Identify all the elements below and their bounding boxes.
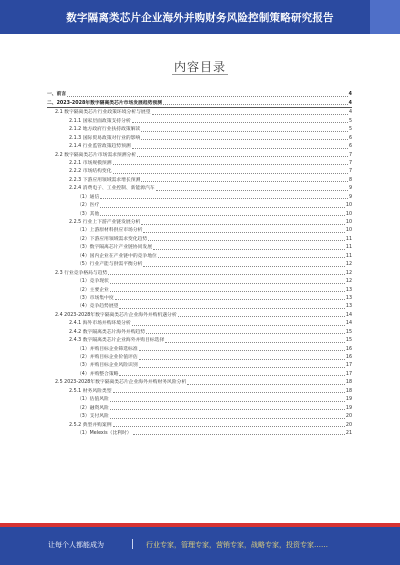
toc-entry-title: 2.4 2023-2028年数字隔离类芯片企业海外并购机遇分析: [55, 312, 177, 318]
toc-entry[interactable]: [47, 336, 352, 344]
toc-entry[interactable]: [47, 420, 352, 428]
toc-leader-dots: [163, 104, 348, 105]
toc-page-number: 21: [345, 430, 352, 436]
toc-page-number: 16: [345, 346, 352, 352]
toc-entry[interactable]: [47, 268, 352, 276]
toc-page-number: 13: [345, 287, 352, 293]
toc-leader-dots: [100, 215, 345, 216]
toc-leader-dots: [141, 139, 348, 140]
toc-entry[interactable]: [47, 142, 352, 150]
toc-entry[interactable]: [47, 302, 352, 310]
toc-leader-dots: [113, 164, 348, 165]
toc-page-number: 15: [345, 338, 352, 344]
toc-entry-title: 2.4.3 数字隔离类芯片企业海外并购目标选择: [69, 338, 165, 344]
toc-entry-title: 2.1.4 行业监管政策趋势预测: [69, 144, 131, 150]
toc-leader-dots: [132, 122, 348, 123]
toc-page-number: 20: [345, 414, 352, 420]
toc-entry-title: （1）估值风险: [77, 397, 109, 403]
toc-entry-title: 2.3 行业竞争格局与趋势: [55, 270, 108, 276]
toc-leader-dots: [143, 266, 344, 267]
toc-entry-title: 二、2023-2028年数字隔离类芯片市场发展趋势预测: [47, 100, 163, 106]
toc-entry[interactable]: [47, 116, 352, 124]
toc-entry-title: （2）下游应用领域需求变化趋势: [77, 236, 148, 242]
toc-page-number: 13: [345, 295, 352, 301]
toc-leader-dots: [141, 131, 348, 132]
heading-rule: [172, 74, 228, 75]
toc-entry[interactable]: [47, 378, 352, 386]
toc-entry-title: 2.5.2 典型并购案例: [69, 422, 112, 428]
toc-leader-dots: [132, 325, 345, 326]
footer-slogan: 让每个人都能成为: [48, 541, 104, 549]
toc-leader-dots: [148, 240, 345, 241]
footer-banner: [0, 523, 400, 565]
toc-leader-dots: [137, 156, 348, 157]
toc-entry[interactable]: [47, 226, 352, 234]
toc-entry[interactable]: [47, 260, 352, 268]
toc-leader-dots: [133, 434, 345, 435]
toc-entry-title: （3）市场集中度: [77, 295, 114, 301]
toc-page-number: 4: [348, 92, 352, 98]
toc-entry[interactable]: [47, 167, 352, 175]
toc-leader-dots: [178, 316, 345, 317]
footer-tagline: 行业专家，管理专家，营销专家，战略专家，投资专家……: [146, 541, 328, 549]
toc-page-number: 9: [348, 186, 352, 192]
toc-page-number: 7: [348, 152, 352, 158]
footer-red-bar: [0, 523, 400, 527]
toc-page-number: 10: [345, 228, 352, 234]
toc-page-number: 10: [345, 211, 352, 217]
toc-entry-title: （2）融资风险: [77, 405, 109, 411]
toc-entry-title: 2.2 数字隔离类芯片市场需求预测分析: [55, 152, 137, 158]
toc-page-number: 4: [348, 110, 352, 116]
report-title: 数字隔离类芯片企业海外并购财务风险控制策略研究报告: [66, 12, 334, 24]
toc-entry-title: （5）行业产能与供需平衡分析: [77, 262, 143, 268]
toc-leader-dots: [187, 384, 345, 385]
toc-entry-title: （2）并购目标企业价值评估: [77, 355, 138, 360]
toc-page-number: 18: [345, 388, 352, 394]
toc-page-number: 18: [345, 380, 352, 386]
toc-entry[interactable]: [47, 209, 352, 217]
toc-entry-title: 2.2.5 行业上下游产业链发展分析: [69, 220, 141, 225]
toc-entry-title: （4）并购整合策略: [77, 371, 119, 377]
toc-page-number: 15: [345, 329, 352, 335]
toc-entry[interactable]: [47, 327, 352, 335]
toc-page-number: 17: [345, 371, 352, 377]
toc-entry-title: （4）竞争趋势展望: [77, 304, 119, 310]
toc-leader-dots: [119, 375, 344, 376]
toc-entry[interactable]: [47, 234, 352, 242]
toc-page-number: 11: [345, 236, 352, 242]
toc-entry[interactable]: [47, 133, 352, 141]
toc-page-number: 9: [348, 194, 352, 200]
toc-entry-title: 2.2.3 下游应用领域需求增长预测: [69, 177, 141, 183]
toc-leader-dots: [132, 148, 348, 149]
toc-leader-dots: [115, 299, 345, 300]
toc-page-number: 7: [348, 169, 352, 175]
toc-page-number: 14: [345, 321, 352, 327]
toc-entry[interactable]: [47, 90, 352, 98]
toc-entry-title: （1）Melexis（比利时）: [77, 430, 132, 436]
toc-page-number: 5: [348, 118, 352, 124]
toc-entry[interactable]: [47, 201, 352, 209]
toc-entry[interactable]: [47, 125, 352, 133]
toc-leader-dots: [152, 114, 348, 115]
toc-entry-title: （1）上游原材料供应市场分析: [77, 228, 143, 234]
toc-entry[interactable]: [47, 285, 352, 293]
toc-entry-title: （1）并购目标企业筛选标准: [77, 346, 138, 352]
toc-page-number: 12: [345, 279, 352, 285]
toc-page-number: 11: [345, 245, 352, 251]
toc-leader-dots: [67, 96, 347, 97]
toc-leader-dots: [113, 173, 348, 174]
toc-leader-dots: [108, 274, 345, 275]
toc-entry-title: 2.2.1 市场规模预测: [69, 160, 112, 166]
toc-entry[interactable]: [47, 294, 352, 302]
toc-entry-title: （2）主要企业: [77, 287, 109, 293]
toc-page-number: 5: [348, 127, 352, 133]
header-banner: [0, 0, 400, 34]
toc-page-number: 4: [348, 100, 352, 106]
toc-entry[interactable]: [47, 361, 352, 369]
toc-page-number: 12: [345, 270, 352, 276]
toc-entry[interactable]: [47, 310, 352, 318]
toc-leader-dots: [153, 249, 345, 250]
toc-leader-dots: [141, 224, 345, 225]
toc-leader-dots: [143, 232, 344, 233]
toc-entry-title: 2.4.1 海外市场并购环境分析: [69, 321, 131, 327]
toc-page-number: 10: [345, 203, 352, 209]
toc-entry[interactable]: [47, 98, 352, 107]
toc-page-number: 17: [345, 363, 352, 369]
toc-entry-title: （3）其他: [77, 211, 100, 217]
toc-leader-dots: [110, 283, 345, 284]
toc-entry[interactable]: [47, 184, 352, 192]
toc-entry[interactable]: [47, 159, 352, 167]
toc-leader-dots: [158, 257, 345, 258]
toc-leader-dots: [110, 418, 345, 419]
toc-entry[interactable]: [47, 243, 352, 251]
toc-entry[interactable]: [47, 251, 352, 259]
toc-leader-dots: [146, 333, 345, 334]
toc-page-number: 16: [345, 355, 352, 360]
toc-page-number: 19: [345, 405, 352, 411]
toc-entry-title: 2.4.2 数字隔离类芯片海外并购趋势: [69, 329, 146, 335]
toc-entry[interactable]: [47, 319, 352, 327]
toc-entry-title: 2.2.2 市场结构变化: [69, 169, 112, 175]
toc-entry[interactable]: [47, 218, 352, 226]
toc-leader-dots: [113, 392, 345, 393]
toc-entry[interactable]: [47, 412, 352, 420]
toc-entry-title: （3）数字隔离芯片产业链协同发展: [77, 245, 153, 251]
toc-entry-title: 一、前言: [47, 92, 67, 98]
toc-entry-title: 2.1.2 地方政府行业扶持政策解读: [69, 127, 141, 133]
toc-page-number: 6: [348, 135, 352, 141]
toc-entry-title: 2.1.3 国际贸易政策对行业的影响: [69, 135, 141, 141]
footer-divider: [132, 539, 133, 549]
toc-page-number: 19: [345, 397, 352, 403]
toc-leader-dots: [110, 401, 345, 402]
toc-leader-dots: [100, 198, 348, 199]
toc-entry[interactable]: [47, 108, 352, 116]
toc-entry-title: 2.5.1 财务风险类型: [69, 388, 112, 394]
toc-entry[interactable]: [47, 353, 352, 361]
toc-entry[interactable]: [47, 344, 352, 352]
toc-leader-dots: [139, 359, 345, 360]
toc-leader-dots: [119, 308, 344, 309]
toc-entry[interactable]: [47, 403, 352, 411]
toc-entry-title: （1）竞争现状: [77, 279, 109, 285]
toc-page-number: 13: [345, 304, 352, 310]
toc-entry-title: 2.1 数字隔离类芯片行业政策环境分析与展望: [55, 110, 151, 116]
toc-page-number: 10: [345, 220, 352, 225]
toc-leader-dots: [139, 367, 345, 368]
toc-leader-dots: [141, 181, 348, 182]
toc-leader-dots: [110, 409, 345, 410]
toc-entry[interactable]: [47, 277, 352, 285]
toc-entry-title: 2.2.4 消费电子、工业控制、新能源汽车: [69, 186, 155, 192]
toc-entry[interactable]: [47, 386, 352, 394]
toc-leader-dots: [100, 207, 345, 208]
toc-entry-title: 2.5 2023-2028年数字隔离类芯片企业海外并购财务风险分析: [55, 380, 187, 386]
toc-entry[interactable]: [47, 150, 352, 158]
toc-leader-dots: [113, 426, 345, 427]
toc-leader-dots: [110, 291, 345, 292]
toc-heading: 内容目录: [173, 60, 226, 74]
toc-page-number: 8: [348, 177, 352, 183]
toc-entry[interactable]: [47, 395, 352, 403]
toc-entry-title: （3）支付风险: [77, 414, 109, 420]
toc-entry[interactable]: [47, 369, 352, 377]
table-of-contents: [47, 90, 352, 437]
toc-entry[interactable]: [47, 192, 352, 200]
toc-entry-title: （4）国内企业在产业链中的竞争地位: [77, 253, 157, 259]
toc-entry[interactable]: [47, 175, 352, 183]
toc-leader-dots: [165, 342, 345, 343]
toc-page-number: 20: [345, 422, 352, 428]
toc-page-number: 7: [348, 160, 352, 166]
toc-page-number: 14: [345, 312, 352, 318]
toc-entry-title: （1）通信: [77, 194, 100, 200]
toc-page-number: 12: [345, 262, 352, 268]
toc-leader-dots: [156, 190, 348, 191]
toc-page-number: 11: [345, 253, 352, 259]
toc-entry-title: （3）并购目标企业风险识别: [77, 363, 138, 369]
toc-page-number: 6: [348, 144, 352, 150]
toc-entry[interactable]: [47, 429, 352, 437]
toc-entry-title: （2）医疗: [77, 203, 100, 209]
toc-entry-title: 2.1.1 国家层面政策支持分析: [69, 118, 131, 124]
toc-leader-dots: [139, 350, 345, 351]
